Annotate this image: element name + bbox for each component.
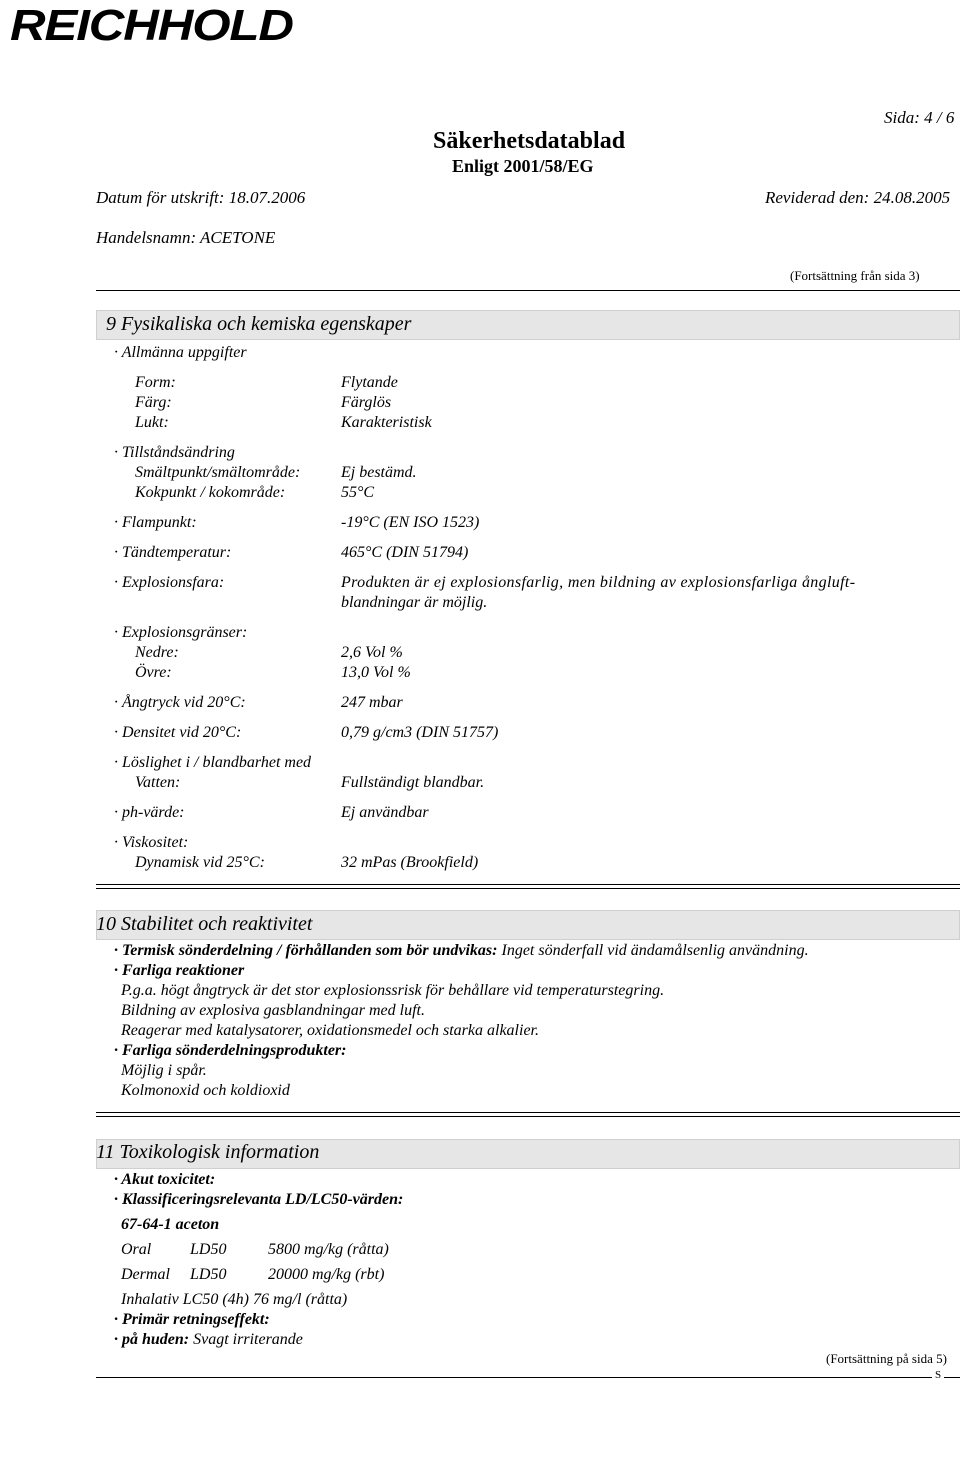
upper-limit-label: Övre: [135, 664, 172, 681]
dynamic-viscosity-label: Dynamisk vid 25°C: [135, 854, 265, 871]
section-10-title: 10 Stabilitet och reaktivitet [96, 913, 313, 935]
irritant-heading: · Primär retningseffekt: [114, 1311, 270, 1328]
reactions-line: P.g.a. högt ångtryck är det stor explosionssrisk för behållare vid temperaturstegring. [121, 982, 665, 999]
flash-label: · Flampunkt: [114, 514, 197, 531]
print-date: Datum för utskrift: 18.07.2006 [96, 188, 306, 207]
thermal-value: Inget sönderfall vid ändamålsenlig användning. [501, 942, 809, 959]
form-value: Flytande [341, 374, 398, 391]
decomp-heading: · Farliga sönderdelningsprodukter: [114, 1042, 347, 1059]
flash-value: -19°C (EN ISO 1523) [341, 514, 480, 531]
section-9-divider-bottom [96, 888, 960, 889]
explosion-value-line2: blandningar är möjlig. [341, 594, 488, 611]
section-10-divider-top [96, 1112, 960, 1113]
reactions-heading: · Farliga reaktioner [114, 962, 245, 979]
color-label: Färg: [135, 394, 172, 411]
footer-divider-right [944, 1377, 960, 1378]
ignition-label: · Tändtemperatur: [114, 544, 232, 561]
continued-from: (Fortsättning från sida 3) [790, 268, 920, 283]
melting-label: Smältpunkt/smältområde: [135, 464, 301, 481]
decomp-line: Kolmonoxid och koldioxid [121, 1082, 290, 1099]
reactions-line: Reagerar med katalysatorer, oxidationsmedel och starka alkalier. [121, 1022, 539, 1039]
section-9-title: 9 Fysikaliska och kemiska egenskaper [106, 313, 412, 335]
form-label: Form: [135, 374, 176, 391]
water-label: Vatten: [135, 774, 181, 791]
thermal-label: · Termisk sönderdelning / förhållanden som bör undvikas: [114, 942, 498, 959]
dynamic-viscosity-value: 32 mPas (Brookfield) [341, 854, 479, 871]
odor-value: Karakteristisk [341, 414, 432, 431]
skin-value: Svagt irriterande [193, 1331, 303, 1348]
skin-label: · på huden: [114, 1331, 190, 1348]
odor-label: Lukt: [135, 414, 169, 431]
tox-value: 5800 mg/kg (råtta) [268, 1241, 389, 1258]
ignition-value: 465°C (DIN 51794) [341, 544, 469, 561]
tox-route: Oral [121, 1241, 152, 1258]
color-value: Färglös [341, 394, 392, 411]
decomp-line: Möjlig i spår. [121, 1062, 207, 1079]
section-9-divider-top [96, 884, 960, 885]
vapor-label: · Ångtryck vid 20°C: [114, 694, 246, 711]
limits-heading: · Explosionsgränser: [114, 624, 248, 641]
density-value: 0,79 g/cm3 (DIN 51757) [341, 724, 499, 741]
vapor-value: 247 mbar [341, 694, 403, 711]
lower-limit-value: 2,6 Vol % [341, 644, 403, 661]
footer-marker: S [935, 1369, 942, 1381]
tox-type: LD50 [190, 1266, 227, 1283]
ld-values-heading: · Klassificeringsrelevanta LD/LC50-värden: [114, 1191, 404, 1208]
page-number: Sida: 4 / 6 [884, 108, 955, 127]
document-subtitle: Enligt 2001/58/EG [452, 156, 594, 176]
footer-divider-left [96, 1377, 932, 1378]
tox-route: Dermal [121, 1266, 170, 1283]
reactions-line: Bildning av explosiva gasblandningar med luft. [121, 1002, 425, 1019]
section-11-title: 11 Toxikologisk information [96, 1141, 320, 1163]
tox-value: 20000 mg/kg (rbt) [268, 1266, 385, 1283]
tox-type: LD50 [190, 1241, 227, 1258]
inhalation-value: Inhalativ LC50 (4h) 76 mg/l (råtta) [121, 1291, 348, 1308]
section-10-divider-bottom [96, 1116, 960, 1117]
state-change-heading: · Tillståndsändring [114, 444, 235, 461]
company-logo: REICHHOLD [10, 1, 293, 50]
solubility-heading: · Löslighet i / blandbarhet med [114, 754, 312, 771]
header-divider [96, 290, 960, 291]
boiling-value: 55°C [341, 484, 375, 501]
melting-value: Ej bestämd. [341, 464, 417, 481]
water-value: Fullständigt blandbar. [341, 774, 485, 791]
continued-to: (Fortsättning på sida 5) [826, 1351, 947, 1366]
general-info-heading: · Allmänna uppgifter [114, 344, 247, 361]
substance-id: 67-64-1 aceton [121, 1216, 220, 1233]
upper-limit-value: 13,0 Vol % [341, 664, 411, 681]
boiling-label: Kokpunkt / kokområde: [135, 484, 286, 501]
viscosity-heading: · Viskositet: [114, 834, 189, 851]
density-label: · Densitet vid 20°C: [114, 724, 242, 741]
acute-toxicity-heading: · Akut toxicitet: [114, 1171, 216, 1188]
trade-name: Handelsnamn: ACETONE [96, 228, 276, 247]
lower-limit-label: Nedre: [135, 644, 179, 661]
ph-label: · ph-värde: [114, 804, 185, 821]
document-title: Säkerhetsdatablad [433, 128, 626, 154]
explosion-label: · Explosionsfara: [114, 574, 225, 591]
ph-value: Ej användbar [341, 804, 429, 821]
explosion-value-line1: Produkten är ej explosionsfarlig, men bildning av explosionsfarliga ångluft- [341, 574, 856, 591]
revision-date: Reviderad den: 24.08.2005 [765, 188, 951, 207]
